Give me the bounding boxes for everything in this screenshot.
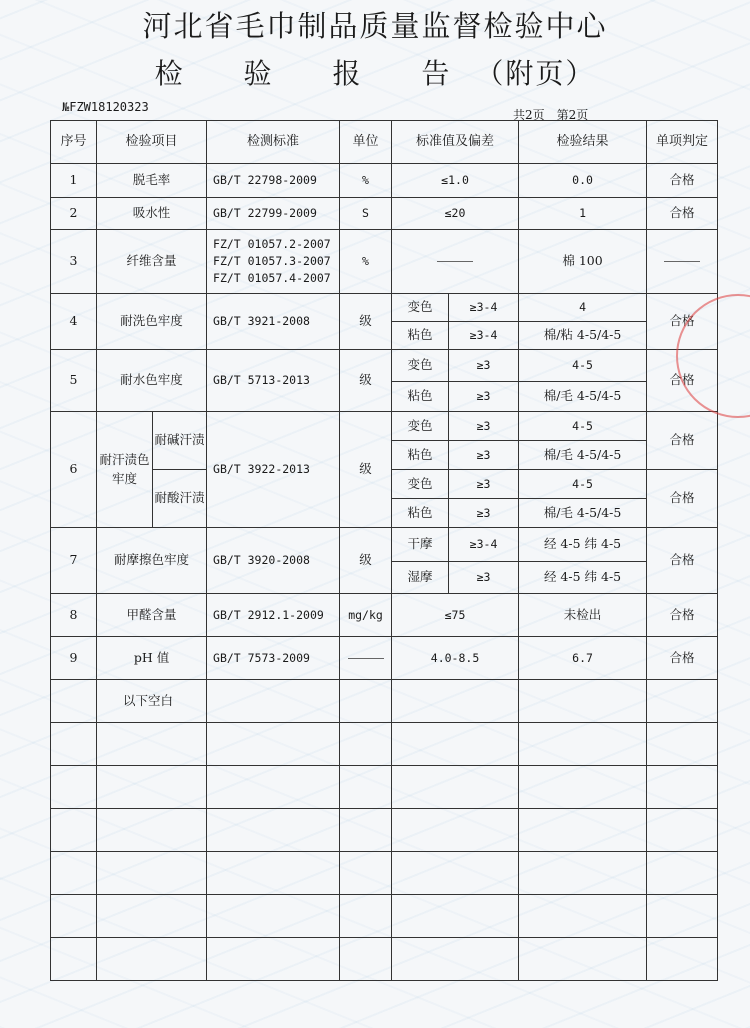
empty-cell — [647, 852, 718, 895]
header-spec: 标准值及偏差 — [392, 121, 519, 164]
spec: ≥3-4 — [449, 322, 519, 350]
empty-cell — [392, 680, 519, 723]
result: 经 4-5 纬 4-5 — [519, 562, 647, 594]
table-row — [51, 723, 718, 766]
result: 棉 100 — [519, 230, 647, 294]
table-row — [51, 412, 718, 441]
spec: ≥3-4 — [449, 528, 519, 562]
standard: GB/T 3922-2013 — [207, 412, 340, 528]
table-row — [51, 594, 718, 637]
sub-category: 耐碱汗渍 — [153, 412, 207, 470]
standard: GB/T 2912.1-2009 — [207, 594, 340, 637]
result: 棉/粘 4-5/4-5 — [519, 322, 647, 350]
empty-cell — [519, 852, 647, 895]
header-item: 检验项目 — [97, 121, 207, 164]
result: 4 — [519, 294, 647, 322]
empty-cell — [340, 852, 392, 895]
empty-cell — [340, 895, 392, 938]
header-standard: 检测标准 — [207, 121, 340, 164]
spec: ≥3 — [449, 412, 519, 441]
row-number: 9 — [51, 637, 97, 680]
standard-line: FZ/T 01057.4-2007 — [213, 270, 331, 285]
empty-cell — [97, 723, 207, 766]
standard: GB/T 22799-2009 — [207, 198, 340, 230]
empty-cell — [392, 766, 519, 809]
unit: mg/kg — [340, 594, 392, 637]
table-row — [51, 164, 718, 198]
inspection-table — [50, 120, 718, 981]
item-name: pH 值 — [97, 637, 207, 680]
sub-item: 变色 — [392, 412, 449, 441]
judgement: 合格 — [647, 470, 718, 528]
header-unit: 单位 — [340, 121, 392, 164]
empty-cell — [647, 809, 718, 852]
empty-cell — [647, 723, 718, 766]
spec: ≥3 — [449, 562, 519, 594]
standard: GB/T 7573-2009 — [207, 637, 340, 680]
page-info: 共2页 第2页 — [513, 108, 589, 122]
empty-cell — [207, 852, 340, 895]
dash-mark — [664, 261, 700, 262]
empty-cell — [647, 680, 718, 723]
sub-category: 耐酸汗渍 — [153, 470, 207, 528]
table-row — [51, 895, 718, 938]
empty-cell — [97, 895, 207, 938]
item-name: 耐洗色牢度 — [97, 294, 207, 350]
result: 4-5 — [519, 470, 647, 499]
result: 4-5 — [519, 350, 647, 382]
result: 4-5 — [519, 412, 647, 441]
spec: ≥3-4 — [449, 294, 519, 322]
empty-cell — [207, 680, 340, 723]
judgement: 合格 — [647, 294, 718, 350]
unit: 级 — [340, 350, 392, 412]
table-row — [51, 809, 718, 852]
judgement: 合格 — [647, 528, 718, 594]
row-number: 1 — [51, 164, 97, 198]
unit — [340, 637, 392, 680]
row-number: 2 — [51, 198, 97, 230]
row-number: 3 — [51, 230, 97, 294]
empty-cell — [51, 852, 97, 895]
empty-cell — [97, 809, 207, 852]
empty-cell — [519, 938, 647, 981]
table-row — [51, 350, 718, 382]
sub-item: 粘色 — [392, 441, 449, 470]
empty-cell — [340, 680, 392, 723]
empty-cell — [207, 809, 340, 852]
judgement: 合格 — [647, 350, 718, 412]
unit: 级 — [340, 294, 392, 350]
standard: GB/T 5713-2013 — [207, 350, 340, 412]
judgement: 合格 — [647, 594, 718, 637]
blank-note: 以下空白 — [97, 680, 207, 723]
header-judgement: 单项判定 — [647, 121, 718, 164]
table-row — [51, 528, 718, 562]
sub-item: 粘色 — [392, 499, 449, 528]
standard-line: FZ/T 01057.3-2007 — [213, 254, 331, 269]
dash-mark — [437, 261, 473, 262]
table-row — [51, 294, 718, 322]
item-name: 耐水色牢度 — [97, 350, 207, 412]
table-row — [51, 198, 718, 230]
empty-cell — [51, 723, 97, 766]
spec: ≤1.0 — [392, 164, 519, 198]
empty-cell — [97, 852, 207, 895]
standard-line: FZ/T 01057.2-2007 — [213, 237, 331, 252]
empty-cell — [647, 895, 718, 938]
item-name: 吸水性 — [97, 198, 207, 230]
standard: GB/T 22798-2009 — [207, 164, 340, 198]
empty-cell — [51, 680, 97, 723]
spec: ≥3 — [449, 382, 519, 412]
row-number: 5 — [51, 350, 97, 412]
empty-cell — [51, 809, 97, 852]
sub-item: 变色 — [392, 470, 449, 499]
row-number: 4 — [51, 294, 97, 350]
standard: GB/T 3920-2008 — [207, 528, 340, 594]
unit: % — [340, 230, 392, 294]
sub-item: 干摩 — [392, 528, 449, 562]
empty-cell — [207, 723, 340, 766]
result: 6.7 — [519, 637, 647, 680]
empty-cell — [392, 895, 519, 938]
unit: 级 — [340, 412, 392, 528]
header-row — [51, 121, 718, 164]
empty-cell — [207, 938, 340, 981]
empty-cell — [340, 809, 392, 852]
item-name: 脱毛率 — [97, 164, 207, 198]
empty-cell — [207, 895, 340, 938]
empty-cell — [97, 938, 207, 981]
table-row — [51, 766, 718, 809]
spec: ≥3 — [449, 470, 519, 499]
table-row — [51, 637, 718, 680]
empty-cell — [392, 809, 519, 852]
judgement: 合格 — [647, 412, 718, 470]
empty-cell — [97, 766, 207, 809]
row-number: 8 — [51, 594, 97, 637]
unit: S — [340, 198, 392, 230]
empty-cell — [647, 938, 718, 981]
result: 1 — [519, 198, 647, 230]
result: 棉/毛 4-5/4-5 — [519, 499, 647, 528]
empty-cell — [519, 895, 647, 938]
report-number: №FZW18120323 — [62, 100, 149, 114]
judgement — [647, 230, 718, 294]
empty-cell — [519, 766, 647, 809]
item-name: 甲醛含量 — [97, 594, 207, 637]
sub-item: 粘色 — [392, 322, 449, 350]
spec: ≥3 — [449, 499, 519, 528]
row-number: 7 — [51, 528, 97, 594]
header-result: 检验结果 — [519, 121, 647, 164]
spec: ≤75 — [392, 594, 519, 637]
report-title: 检 验 报 告（附页） — [154, 57, 596, 90]
empty-cell — [51, 895, 97, 938]
table-row — [51, 230, 718, 294]
judgement: 合格 — [647, 198, 718, 230]
spec: ≥3 — [449, 350, 519, 382]
item-name: 纤维含量 — [97, 230, 207, 294]
result: 未检出 — [519, 594, 647, 637]
empty-cell — [519, 723, 647, 766]
result: 棉/毛 4-5/4-5 — [519, 441, 647, 470]
standard: GB/T 3921-2008 — [207, 294, 340, 350]
spec: 4.0-8.5 — [392, 637, 519, 680]
result: 棉/毛 4-5/4-5 — [519, 382, 647, 412]
judgement: 合格 — [647, 164, 718, 198]
header-no: 序号 — [51, 121, 97, 164]
sub-item: 变色 — [392, 350, 449, 382]
judgement: 合格 — [647, 637, 718, 680]
table-row — [51, 938, 718, 981]
result: 经 4-5 纬 4-5 — [519, 528, 647, 562]
empty-cell — [340, 938, 392, 981]
sub-item: 粘色 — [392, 382, 449, 412]
empty-cell — [519, 680, 647, 723]
table-row — [51, 852, 718, 895]
empty-cell — [519, 809, 647, 852]
table-row — [51, 680, 718, 723]
result: 0.0 — [519, 164, 647, 198]
spec: ≥3 — [449, 441, 519, 470]
empty-cell — [392, 852, 519, 895]
item-name: 耐摩擦色牢度 — [97, 528, 207, 594]
empty-cell — [340, 766, 392, 809]
empty-cell — [51, 938, 97, 981]
spec: ≤20 — [392, 198, 519, 230]
empty-cell — [392, 723, 519, 766]
row-number: 6 — [51, 412, 97, 528]
item-name: 耐汗渍色牢度 — [97, 412, 153, 528]
unit: 级 — [340, 528, 392, 594]
empty-cell — [392, 938, 519, 981]
empty-cell — [647, 766, 718, 809]
spec — [392, 230, 519, 294]
sub-item: 湿摩 — [392, 562, 449, 594]
institution-title: 河北省毛巾制品质量监督检验中心 — [142, 9, 608, 43]
sub-item: 变色 — [392, 294, 449, 322]
empty-cell — [207, 766, 340, 809]
dash-mark — [348, 658, 384, 659]
empty-cell — [340, 723, 392, 766]
standard — [207, 230, 340, 294]
empty-cell — [51, 766, 97, 809]
unit: % — [340, 164, 392, 198]
